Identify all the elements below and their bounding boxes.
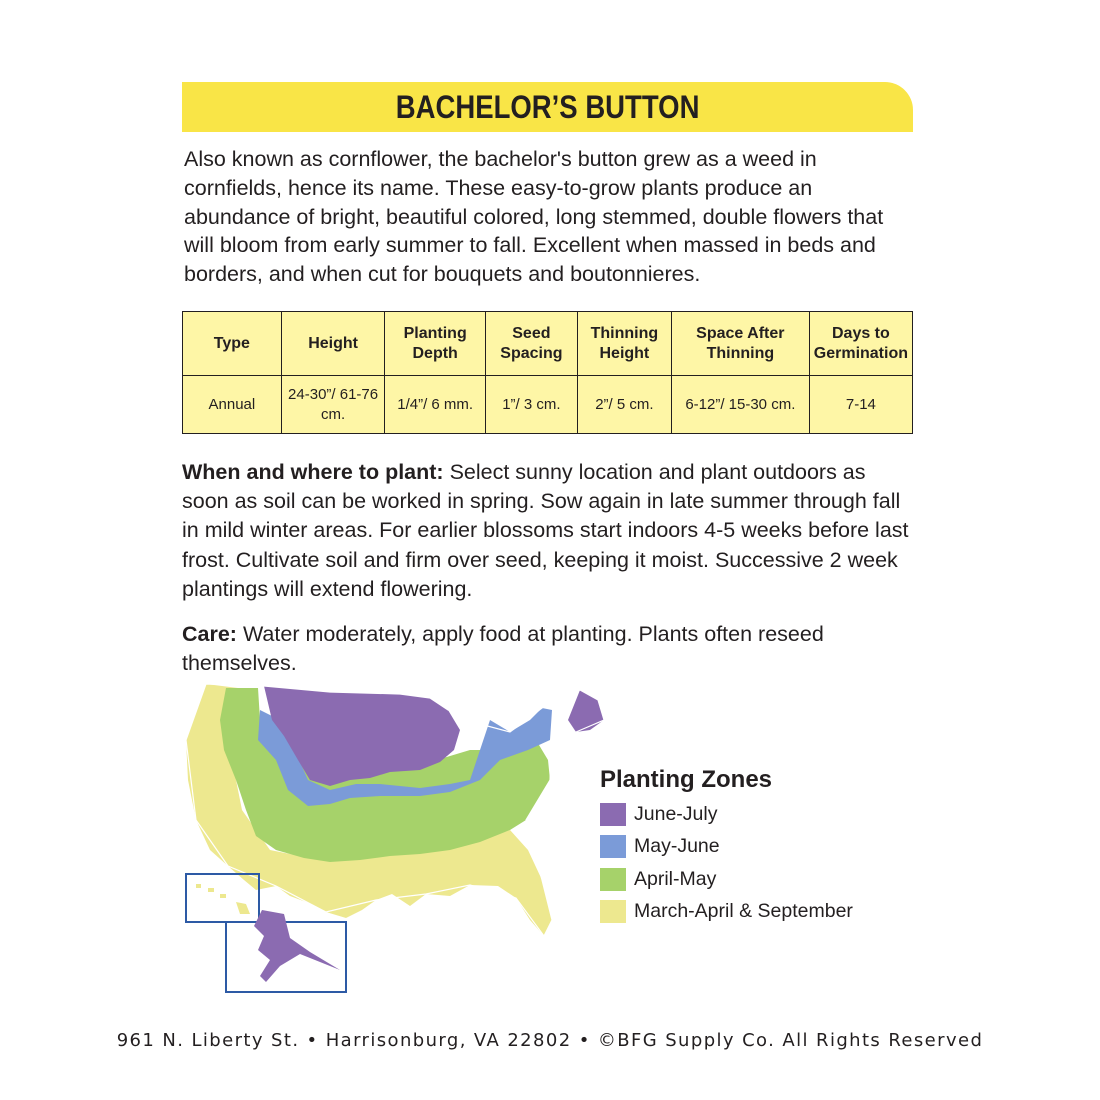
table-header: Type xyxy=(183,312,282,376)
table-header: Seed Spacing xyxy=(485,312,577,376)
legend-item xyxy=(600,831,853,864)
when-where-label: When and where to plant: xyxy=(182,460,444,484)
table-cell: 2”/ 5 cm. xyxy=(577,376,671,434)
zone-june-july-ne xyxy=(568,690,604,732)
table-header: Thinning Height xyxy=(577,312,671,376)
legend-swatch-april-may xyxy=(600,868,626,891)
table-header-row xyxy=(183,312,913,376)
care-label: Care: xyxy=(182,622,237,646)
footer-address: 961 N. Liberty St. • Harrisonburg, VA 22802 • ©BFG Supply Co. All Rights Reserved xyxy=(116,1030,984,1051)
table-cell: 7-14 xyxy=(809,376,912,434)
legend-label: March-April & September xyxy=(634,900,853,923)
hawaii-islands xyxy=(196,884,250,914)
legend-title: Planting Zones xyxy=(600,766,773,793)
care-paragraph xyxy=(182,620,917,678)
legend-label: May-June xyxy=(634,835,720,858)
planting-zones-map xyxy=(180,680,620,1000)
table-cell: 24-30”/ 61-76 cm. xyxy=(281,376,385,434)
legend-swatch-may-june xyxy=(600,835,626,858)
us-mainland-map xyxy=(186,684,604,936)
page-title: BACHELOR’S BUTTON xyxy=(395,88,700,125)
table-header: Height xyxy=(281,312,385,376)
planting-info-table xyxy=(182,311,913,434)
legend-swatch-june-july xyxy=(600,803,626,826)
table-header: Space After Thinning xyxy=(671,312,809,376)
table-header: Planting Depth xyxy=(385,312,486,376)
title-banner xyxy=(182,82,913,132)
table-cell: 6-12”/ 15-30 cm. xyxy=(671,376,809,434)
alaska-shape xyxy=(254,910,340,982)
table-cell: Annual xyxy=(183,376,282,434)
legend-swatch-march-april xyxy=(600,900,626,923)
legend-item xyxy=(600,863,853,896)
intro-paragraph: Also known as cornflower, the bachelor's button grew as a weed in cornfields, hence its name. These easy-to-grow plants produce an abundance of bright, beautiful colored, long stemmed, double flowers that will bloom from early summer to fall. Excellent when massed in beds and borders, and when cut for bouquets and boutonnieres. xyxy=(184,147,884,287)
when-where-paragraph xyxy=(182,458,917,604)
legend-item xyxy=(600,798,853,831)
table-cell: 1/4”/ 6 mm. xyxy=(385,376,486,434)
table-header: Days to Germination xyxy=(809,312,912,376)
legend-item xyxy=(600,896,853,929)
table-row xyxy=(183,376,913,434)
zones-legend xyxy=(600,766,853,928)
when-where-text: Select sunny location and plant outdoors as soon as soil can be worked in spring. Sow again in late summer through fall in mild winter areas. For earlier blossoms start indoors 4-5 weeks before last frost. Cultivate soil and firm over seed, keeping it moist. Successive 2 week plantings will extend flowering. xyxy=(182,460,909,601)
table-cell: 1”/ 3 cm. xyxy=(485,376,577,434)
legend-label: April-May xyxy=(634,867,717,890)
legend-label: June-July xyxy=(634,802,718,825)
care-text: Water moderately, apply food at planting. Plants often reseed themselves. xyxy=(182,622,824,676)
